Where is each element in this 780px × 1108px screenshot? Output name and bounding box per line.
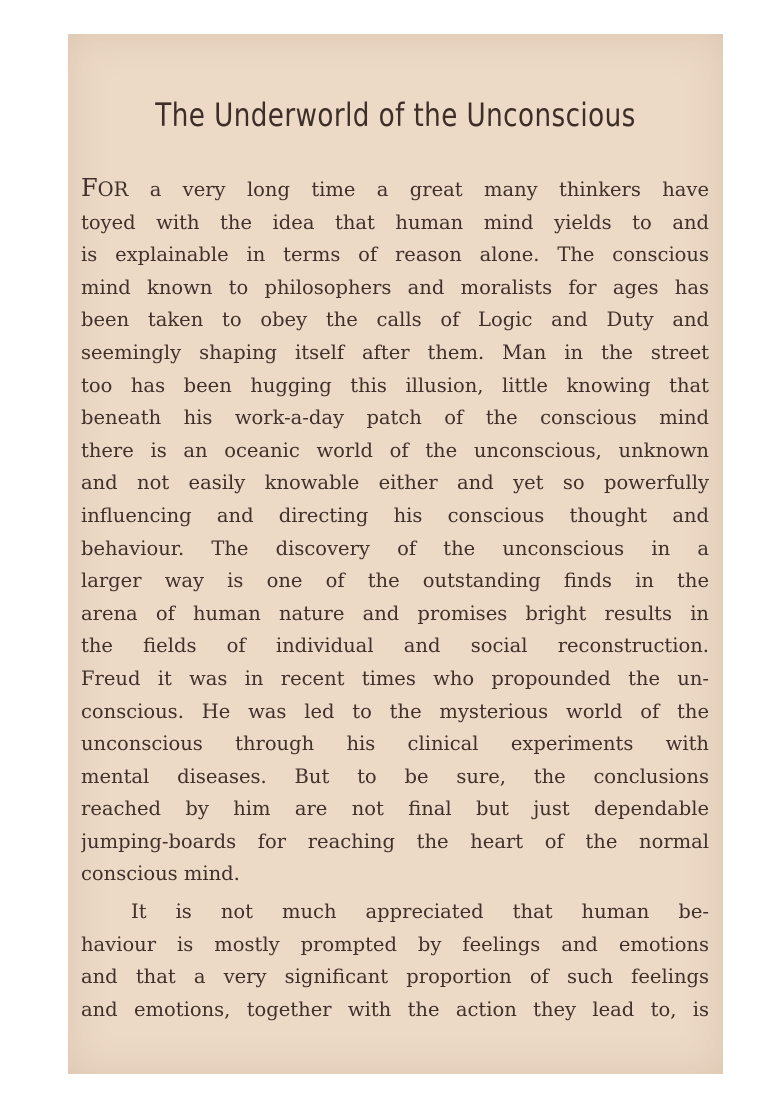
text-line: there is an oceanic world of the unconscious, unknown — [81, 438, 709, 462]
text-line: too has been hugging this illusion, little knowing that — [81, 373, 709, 397]
line-rest: OR a very long time a great many thinkers have — [97, 178, 709, 201]
text-line: mind known to philosophers and moralists for ages has — [81, 275, 709, 299]
text-line: mental diseases. But to be sure, the conclusions — [81, 764, 709, 788]
chapter-title: The Underworld of the Unconscious — [155, 96, 636, 134]
text-line: jumping-boards for reaching the heart of the normal — [81, 829, 709, 853]
text-line — [81, 896, 709, 929]
text-line: is explainable in terms of reason alone. The conscious — [81, 243, 709, 267]
text-line: conscious mind. — [81, 862, 240, 886]
paragraph-2 — [81, 896, 709, 1026]
drop-cap: F — [81, 174, 98, 202]
text-line: reached by him are not final but just dependable — [81, 797, 709, 821]
text-line: and that a very significant proportion of such feelings — [81, 965, 709, 989]
text-line: and not easily knowable either and yet so powerfully — [81, 471, 709, 495]
text-line: and emotions, together with the action they lead to, is — [81, 997, 709, 1021]
text-line: arena of human nature and promises bright results in — [81, 601, 709, 625]
text-line: behaviour. The discovery of the unconscious in a — [81, 536, 709, 560]
paragraph-1 — [81, 172, 709, 891]
text-line: haviour is mostly prompted by feelings and emotions — [81, 932, 709, 956]
text-line: influencing and directing his conscious thought and — [81, 503, 709, 527]
book-page — [68, 34, 723, 1074]
text-line: the fields of individual and social reconstruction. — [81, 634, 709, 658]
text-line: toyed with the idea that human mind yields to and — [81, 210, 709, 234]
text-line — [81, 172, 709, 207]
line-rest: It is not much appreciated that human be- — [131, 900, 709, 923]
text-line: conscious. He was led to the mysterious world of the — [81, 699, 709, 723]
text-line: been taken to obey the calls of Logic and Duty and — [81, 308, 709, 332]
text-line: unconscious through his clinical experiments with — [81, 732, 709, 756]
text-line: beneath his work-a-day patch of the conscious mind — [81, 406, 709, 430]
text-line: seemingly shaping itself after them. Man in the street — [81, 340, 709, 364]
text-line: Freud it was in recent times who propounded the un- — [81, 666, 709, 690]
text-line: larger way is one of the outstanding finds in the — [81, 569, 709, 593]
